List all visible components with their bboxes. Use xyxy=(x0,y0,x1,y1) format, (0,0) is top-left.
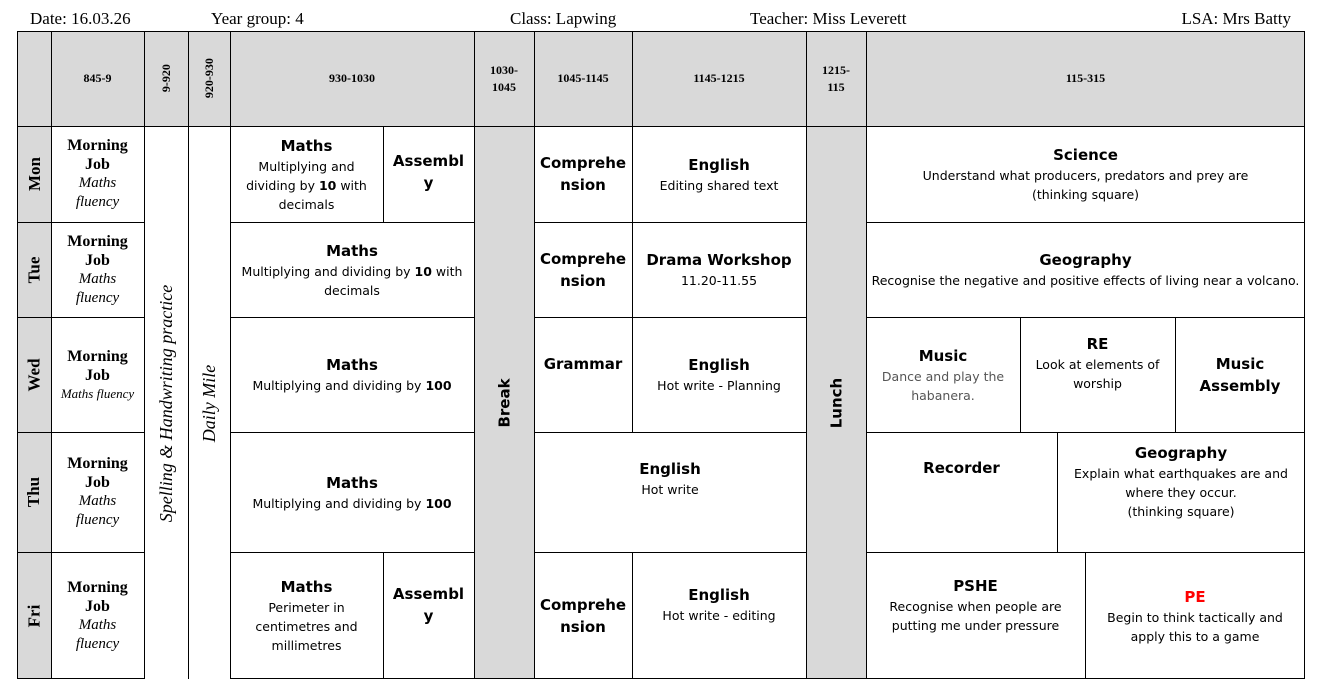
daily-mile-block: Daily Mile xyxy=(189,127,230,679)
fri-pshe: PSHE Recognise when people are putting me under pressure xyxy=(889,577,1062,633)
day-mon: Mon xyxy=(24,157,44,191)
thu-morning-job: Morning Job Maths fluency xyxy=(67,455,128,528)
break-block: Break xyxy=(495,378,514,428)
thu-english: English Hot write xyxy=(639,460,701,497)
wed-maths: Maths Multiplying and dividing by 100 xyxy=(252,356,452,393)
wed-english: English Hot write - Planning xyxy=(657,356,781,393)
wed-music: Music Dance and play the habanera. xyxy=(881,346,1005,403)
fri-english: English Hot write - editing xyxy=(662,586,776,623)
mon-maths: Maths Multiplying and dividing by 10 with decimals xyxy=(246,136,367,212)
time-1215-115: 1215- 115 xyxy=(822,63,850,94)
tue-geography: Geography Recognise the negative and positive effects of living near a volcano. xyxy=(871,251,1300,288)
time-115-315: 115-315 xyxy=(1065,71,1106,86)
time-845-9: 845-9 xyxy=(83,71,112,86)
tue-morning-job: Morning Job Maths fluency xyxy=(67,232,128,306)
tue-comprehension: Comprehe nsion xyxy=(539,249,627,290)
mon-assembly: Assembl y xyxy=(392,152,465,192)
class-label: Class: Lapwing xyxy=(510,9,617,28)
lsa-label: LSA: Mrs Batty xyxy=(1181,9,1291,28)
wed-grammar: Grammar xyxy=(543,355,623,373)
mon-science: Science Understand what producers, predators and prey are (thinking square) xyxy=(922,146,1249,202)
mon-english: English Editing shared text xyxy=(659,155,779,193)
wed-re: RE Look at elements of worship xyxy=(1035,335,1160,391)
thu-geography: Geography Explain what earthquakes are and where they occur. (thinking square) xyxy=(1074,444,1288,519)
mon-comprehension: Comprehe nsion xyxy=(539,154,627,194)
day-wed: Wed xyxy=(24,357,44,392)
tue-drama-workshop: Drama Workshop 11.20-11.55 xyxy=(646,251,792,288)
thu-recorder: Recorder xyxy=(923,459,1000,477)
fri-comprehension: Comprehe nsion xyxy=(539,595,627,636)
mon-morning-job: Morning Job Maths fluency xyxy=(67,137,128,210)
lunch-block: Lunch xyxy=(827,377,846,429)
day-tue: Tue xyxy=(24,256,44,283)
tue-maths: Maths Multiplying and dividing by 10 with decimals xyxy=(241,241,463,298)
year-group-label: Year group: 4 xyxy=(211,9,304,28)
wed-music-assembly: Music Assembly xyxy=(1199,354,1281,395)
fri-pe: PE Begin to think tactically and apply this to a game xyxy=(1107,587,1283,644)
time-930-1030: 930-1030 xyxy=(329,71,375,86)
fri-morning-job: Morning Job Maths fluency xyxy=(67,578,128,652)
time-1045-1145: 1045-1145 xyxy=(557,71,609,86)
teacher-label: Teacher: Miss Leverett xyxy=(750,9,907,28)
day-fri: Fri xyxy=(24,604,44,627)
date-label: Date: 16.03.26 xyxy=(30,9,131,28)
wed-morning-job: Morning Job Maths fluency xyxy=(60,347,135,401)
fri-maths: Maths Perimeter in centimetres and millimetres xyxy=(255,578,358,653)
thu-maths: Maths Multiplying and dividing by 100 xyxy=(252,473,452,511)
day-thu: Thu xyxy=(24,476,44,508)
time-920-930: 920-930 xyxy=(201,58,216,99)
time-9-920: 9-920 xyxy=(158,64,173,93)
fri-assembly: Assembl y xyxy=(392,585,465,625)
spelling-handwriting-block: Spelling & Handwriting practice xyxy=(145,127,188,679)
time-1145-1215: 1145-1215 xyxy=(693,71,745,86)
time-1030-1045: 1030- 1045 xyxy=(490,63,518,94)
